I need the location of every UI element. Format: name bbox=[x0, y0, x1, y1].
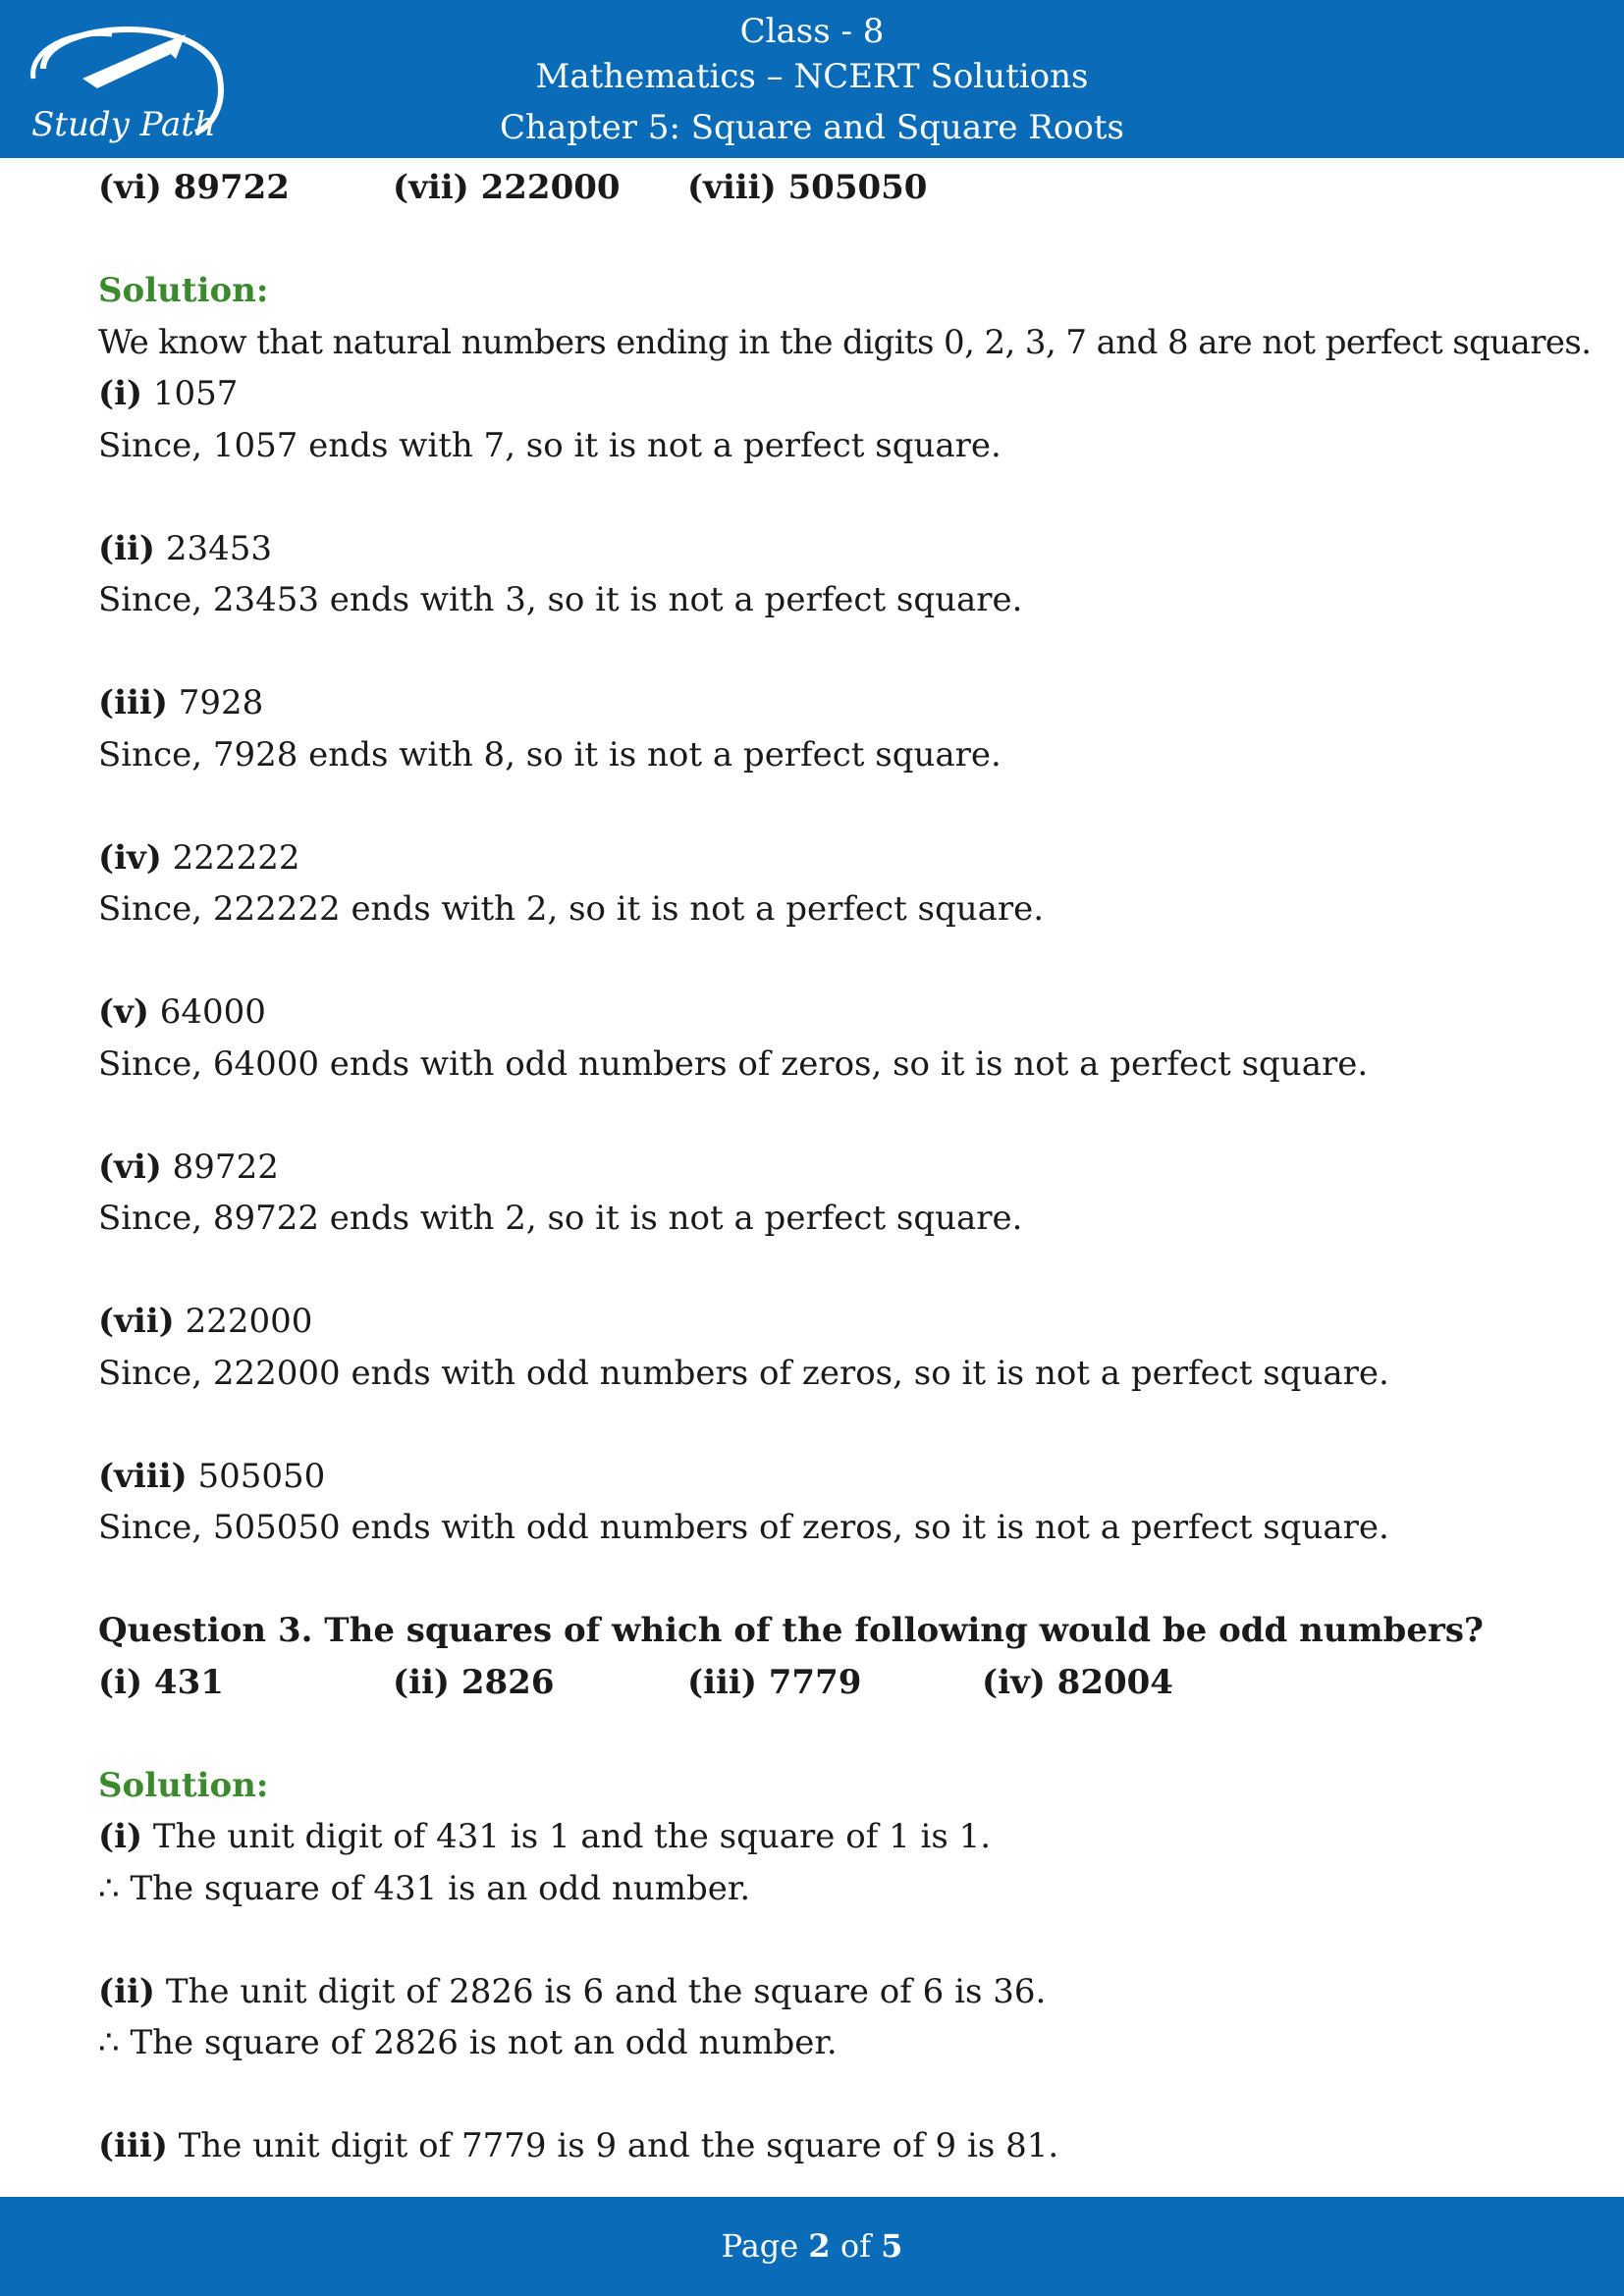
solution-step bbox=[98, 1966, 1571, 2018]
svg-text:Study Path: Study Path bbox=[31, 105, 216, 144]
header-chapter: Chapter 5: Square and Square Roots bbox=[500, 108, 1124, 147]
step-text: The unit digit of 431 is 1 and the square of 1 is 1. bbox=[142, 1817, 992, 1856]
item-explanation: Since, 23453 ends with 3, so it is not a perfect square. bbox=[98, 580, 1023, 619]
solution-step bbox=[98, 1811, 1571, 1863]
step-label: (i) bbox=[98, 1817, 143, 1856]
item-heading bbox=[98, 832, 1571, 884]
solution-intro: We know that natural numbers ending in the digits 0, 2, 3, 7 and 8 are not perfect squares. bbox=[98, 322, 1592, 362]
page-total: 5 bbox=[881, 2227, 903, 2265]
page-current: 2 bbox=[808, 2227, 831, 2265]
option: (iii) 7779 bbox=[687, 1662, 862, 1702]
item-label: (i) bbox=[98, 374, 143, 413]
item-explanation: Since, 89722 ends with 2, so it is not a perfect square. bbox=[98, 1199, 1023, 1238]
option: (viii) 505050 bbox=[687, 168, 928, 207]
item-number: 222222 bbox=[161, 837, 300, 878]
option: (ii) 2826 bbox=[393, 1662, 555, 1702]
item-label: (vii) bbox=[98, 1302, 175, 1341]
item-heading bbox=[98, 368, 1571, 420]
item-explanation: Since, 222000 ends with odd numbers of zeros, so it is not a perfect square. bbox=[98, 1353, 1389, 1393]
solution-step bbox=[98, 2120, 1571, 2172]
page-footer bbox=[0, 2197, 1624, 2296]
solution-conclusion: ∴ The square of 2826 is not an odd number. bbox=[98, 2023, 838, 2062]
item-label: (iv) bbox=[98, 837, 162, 878]
item-explanation: Since, 1057 ends with 7, so it is not a perfect square. bbox=[98, 425, 1001, 465]
item-heading bbox=[98, 677, 1571, 729]
item-number: 64000 bbox=[148, 992, 266, 1032]
item-heading bbox=[98, 1142, 1571, 1194]
item-explanation: Since, 7928 ends with 8, so it is not a perfect square. bbox=[98, 734, 1001, 774]
header-class: Class - 8 bbox=[739, 12, 885, 51]
of-word: of bbox=[830, 2227, 882, 2265]
item-number: 505050 bbox=[187, 1456, 326, 1496]
item-number: 222000 bbox=[174, 1302, 313, 1341]
solution-conclusion: ∴ The square of 431 is an odd number. bbox=[98, 1868, 751, 1908]
step-text: The unit digit of 7779 is 9 and the square of 9 is 81. bbox=[167, 2126, 1059, 2165]
solution-label: Solution: bbox=[98, 271, 269, 310]
item-number: 89722 bbox=[161, 1147, 279, 1187]
item-label: (viii) bbox=[98, 1456, 188, 1496]
item-number: 23453 bbox=[155, 528, 272, 568]
item-explanation: Since, 64000 ends with odd numbers of zeros, so it is not a perfect square. bbox=[98, 1043, 1369, 1084]
page-content bbox=[98, 162, 1592, 2172]
step-label: (iii) bbox=[98, 2126, 168, 2165]
question-3-options bbox=[98, 1657, 1571, 1709]
page-header bbox=[0, 0, 1624, 158]
item-explanation: Since, 222222 ends with 2, so it is not a perfect square. bbox=[98, 889, 1045, 929]
step-label: (ii) bbox=[98, 1971, 156, 2011]
item-label: (iii) bbox=[98, 683, 168, 722]
step-text: The unit digit of 2826 is 6 and the square of 6 is 36. bbox=[155, 1971, 1047, 2011]
item-explanation: Since, 505050 ends with odd numbers of zeros, so it is not a perfect square. bbox=[98, 1508, 1389, 1547]
item-label: (v) bbox=[98, 992, 149, 1032]
item-label: (ii) bbox=[98, 528, 156, 568]
question-options-continued bbox=[98, 162, 1571, 214]
item-heading bbox=[98, 987, 1571, 1039]
header-subject: Mathematics – NCERT Solutions bbox=[535, 57, 1089, 96]
item-heading bbox=[98, 523, 1571, 575]
page-word: Page bbox=[721, 2227, 809, 2265]
item-heading bbox=[98, 1296, 1571, 1348]
question-3-title: Question 3. The squares of which of the following would be odd numbers? bbox=[98, 1611, 1484, 1650]
solution-label: Solution: bbox=[98, 1765, 269, 1805]
option: (vii) 222000 bbox=[393, 168, 621, 207]
item-label: (vi) bbox=[98, 1147, 162, 1187]
option: (iv) 82004 bbox=[982, 1662, 1173, 1702]
item-number: 7928 bbox=[167, 683, 264, 722]
option: (vi) 89722 bbox=[98, 168, 290, 207]
option: (i) 431 bbox=[98, 1662, 224, 1702]
item-number: 1057 bbox=[142, 374, 239, 413]
item-heading bbox=[98, 1451, 1571, 1503]
